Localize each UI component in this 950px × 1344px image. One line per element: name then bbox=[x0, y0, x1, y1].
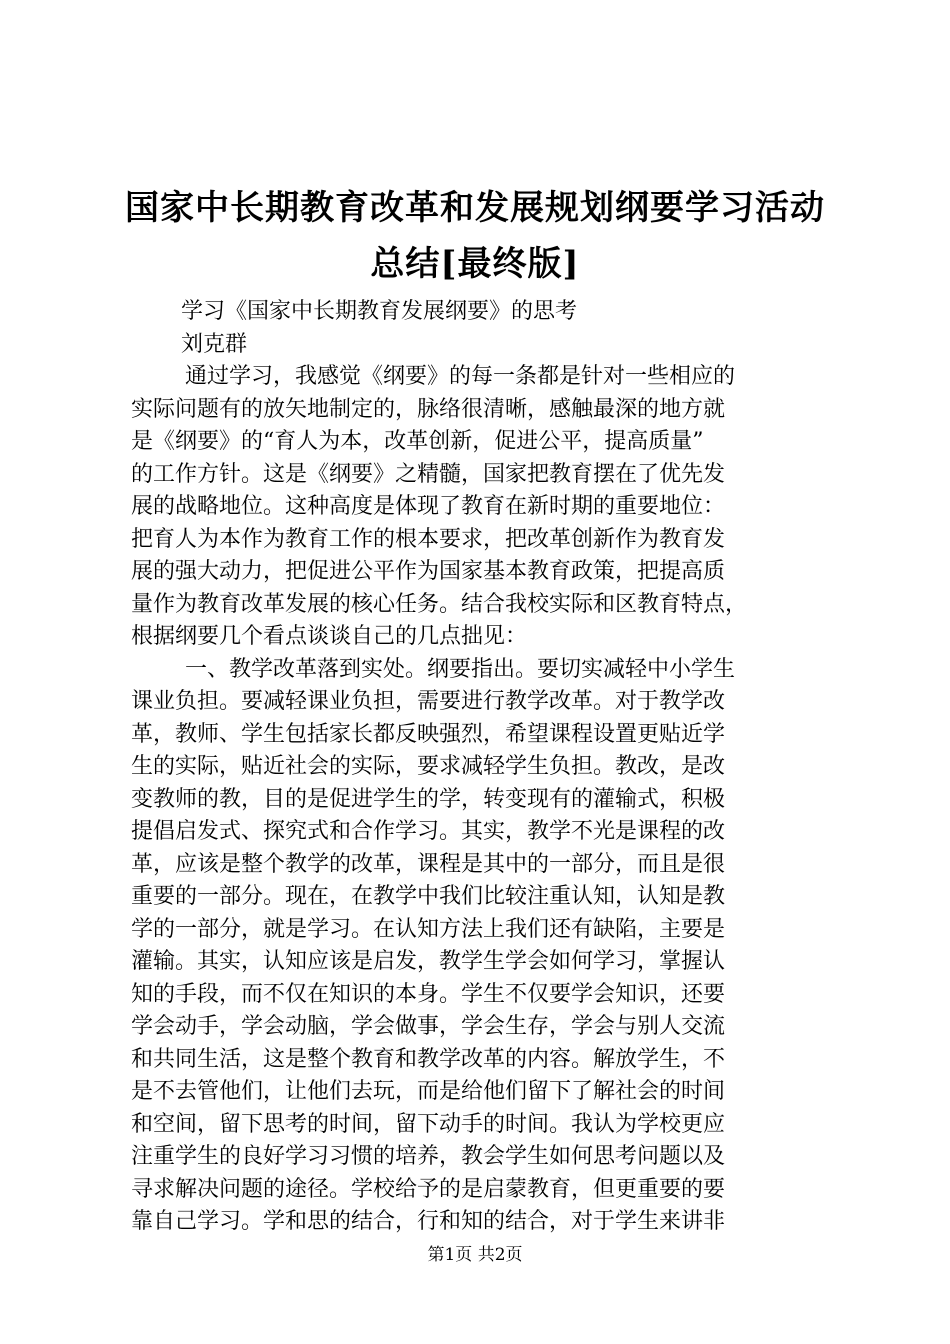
document-title-line-2: 总结[最终版] bbox=[370, 244, 580, 284]
paragraph-line: 变教师的教，目的是促进学生的学，转变现有的灌输式，积极 bbox=[131, 786, 726, 812]
paragraph-line: 是《纲要》的“育人为本，改革创新，促进公平，提高质量” bbox=[131, 429, 704, 454]
paragraph-line: 灌输。其实，认知应该是启发，教学生学会如何学习，掌握认 bbox=[131, 949, 726, 974]
paragraph-line: 学会动手，学会动脑，学会做事，学会生存，学会与别人交流 bbox=[131, 1014, 726, 1039]
paragraph-line: 寻求解决问题的途径。学校给予的是启蒙教育，但更重要的要 bbox=[131, 1176, 726, 1202]
paragraph-line: 注重学生的良好学习习惯的培养，教会学生如何思考问题以及 bbox=[131, 1144, 726, 1169]
document-title-line-1: 国家中长期教育改革和发展规划纲要学习活动 bbox=[125, 188, 825, 228]
paragraph-line: 革，应该是整个教学的改革，课程是其中的一部分，而且是很 bbox=[131, 851, 726, 877]
paragraph-line: 知的手段，而不仅在知识的本身。学生不仅要学会知识，还要 bbox=[131, 981, 726, 1007]
paragraph-line: 是不去管他们，让他们去玩，而是给他们留下了解社会的时间 bbox=[131, 1079, 726, 1104]
paragraph-line: 课业负担。要减轻课业负担，需要进行教学改革。对于教学改 bbox=[131, 689, 726, 714]
paragraph-line: 和空间，留下思考的时间，留下动手的时间。我认为学校更应 bbox=[131, 1111, 726, 1137]
paragraph-line: 的工作方针。这是《纲要》之精髓，国家把教育摆在了优先发 bbox=[131, 461, 726, 487]
paragraph-line: 实际问题有的放矢地制定的，脉络很清晰，感触最深的地方就 bbox=[131, 396, 726, 422]
paragraph-line: 靠自己学习。学和思的结合，行和知的结合，对于学生来讲非 bbox=[131, 1209, 726, 1234]
paragraph-line: 通过学习，我感觉《纲要》的每一条都是针对一些相应的 bbox=[185, 364, 736, 389]
paragraph-line: 学的一部分，就是学习。在认知方法上我们还有缺陷，主要是 bbox=[131, 916, 726, 942]
paragraph-line: 展的战略地位。这种高度是体现了教育在新时期的重要地位： bbox=[131, 494, 726, 519]
paragraph-line: 根据纲要几个看点谈谈自己的几点拙见： bbox=[131, 624, 528, 649]
paragraph-line: 生的实际，贴近社会的实际，要求减轻学生负担。教改，是改 bbox=[131, 754, 726, 779]
paragraph-line: 一、教学改革落到实处。纲要指出。要切实减轻中小学生 bbox=[185, 656, 736, 682]
author: 刘克群 bbox=[181, 331, 248, 357]
paragraph-line: 革，教师、学生包括家长都反映强烈，希望课程设置更贴近学 bbox=[131, 721, 726, 747]
paragraph-line: 和共同生活，这是整个教育和教学改革的内容。解放学生，不 bbox=[131, 1046, 726, 1072]
paragraph-line: 把育人为本作为教育工作的根本要求，把改革创新作为教育发 bbox=[131, 526, 726, 552]
paragraph-line: 展的强大动力，把促进公平作为国家基本教育政策，把提高质 bbox=[131, 559, 726, 584]
page-number-footer: 第1页 共2页 bbox=[427, 1245, 523, 1265]
paragraph-line: 重要的一部分。现在，在教学中我们比较注重认知，认知是教 bbox=[131, 884, 726, 909]
paragraph-line: 量作为教育改革发展的核心任务。结合我校实际和区教育特点， bbox=[131, 591, 748, 617]
document-body bbox=[131, 296, 841, 1239]
subtitle: 学习《国家中长期教育发展纲要》的思考 bbox=[181, 299, 578, 324]
paragraph-line: 提倡启发式、探究式和合作学习。其实，教学不光是课程的改 bbox=[131, 819, 726, 844]
